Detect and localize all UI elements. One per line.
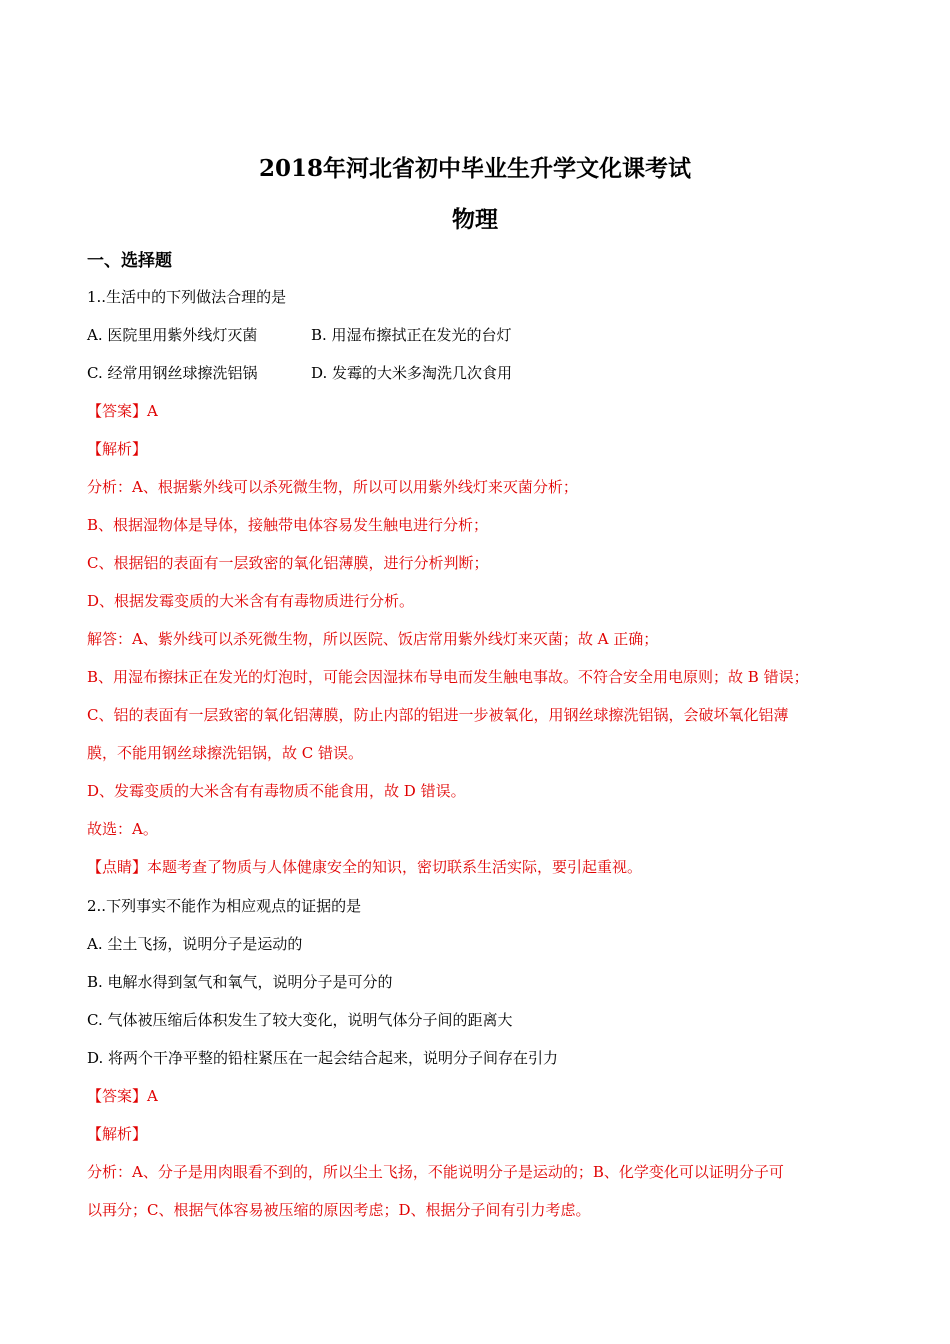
question-2-answer: 【答案】A xyxy=(87,1087,158,1105)
question-2-stem: 2..下列事实不能作为相应观点的证据的是 xyxy=(87,897,362,915)
section-title: 一、选择题 xyxy=(87,251,172,271)
analysis-line: 分析：A、根据紫外线可以杀死微生物，所以可以用紫外线灯来灭菌分析； xyxy=(87,478,578,496)
analysis-line: 解答：A、紫外线可以杀死微生物，所以医院、饭店常用紫外线灯来灭菌；故 A 正确； xyxy=(87,630,659,648)
question-1-analysis-label: 【解析】 xyxy=(87,440,148,458)
option-d: D. 发霉的大米多淘洗几次食用 xyxy=(311,364,513,382)
analysis-line: B、用湿布擦抹正在发光的灯泡时，可能会因湿抹布导电而发生触电事故。不符合安全用电原则；故 B 错误； xyxy=(87,668,809,686)
option-d: D. 将两个干净平整的铅柱紧压在一起会结合起来，说明分子间存在引力 xyxy=(87,1049,559,1067)
option-a: A. 医院里用紫外线灯灭菌 xyxy=(87,326,258,344)
analysis-line: C、铝的表面有一层致密的氧化铝薄膜，防止内部的铝进一步被氧化，用钢丝球擦洗铝锅，会破坏氧化铝薄 xyxy=(87,706,789,724)
option-b: B. 电解水得到氢气和氧气，说明分子是可分的 xyxy=(87,973,393,991)
question-1-stem: 1..生活中的下列做法合理的是 xyxy=(87,288,287,306)
option-b: B. 用湿布擦拭正在发光的台灯 xyxy=(311,326,512,344)
exam-title: 2018年河北省初中毕业生升学文化课考试 xyxy=(258,155,691,182)
question-1-answer: 【答案】A xyxy=(87,402,158,420)
analysis-line: 故选：A。 xyxy=(87,820,158,838)
analysis-line: C、根据铝的表面有一层致密的氧化铝薄膜，进行分析判断； xyxy=(87,554,489,572)
analysis-line: 膜，不能用钢丝球擦洗铝锅，故 C 错误。 xyxy=(87,744,364,762)
analysis-line: 以再分；C、根据气体容易被压缩的原因考虑；D、根据分子间有引力考虑。 xyxy=(87,1201,591,1219)
option-c: C. 经常用钢丝球擦洗铝锅 xyxy=(87,364,258,382)
subject-title: 物理 xyxy=(452,206,498,233)
analysis-line: 分析：A、分子是用肉眼看不到的，所以尘土飞扬，不能说明分子是运动的；B、化学变化可以证明分子可 xyxy=(87,1163,784,1181)
analysis-line: B、根据湿物体是导体，接触带电体容易发生触电进行分析； xyxy=(87,516,489,534)
option-c: C. 气体被压缩后体积发生了较大变化，说明气体分子间的距离大 xyxy=(87,1011,513,1029)
analysis-line: 【点睛】本题考查了物质与人体健康安全的知识，密切联系生活实际，要引起重视。 xyxy=(87,858,643,876)
question-2-analysis-label: 【解析】 xyxy=(87,1125,148,1143)
option-a: A. 尘土飞扬，说明分子是运动的 xyxy=(87,935,303,953)
analysis-line: D、发霉变质的大米含有有毒物质不能食用，故 D 错误。 xyxy=(87,782,466,800)
analysis-line: D、根据发霉变质的大米含有有毒物质进行分析。 xyxy=(87,592,415,610)
